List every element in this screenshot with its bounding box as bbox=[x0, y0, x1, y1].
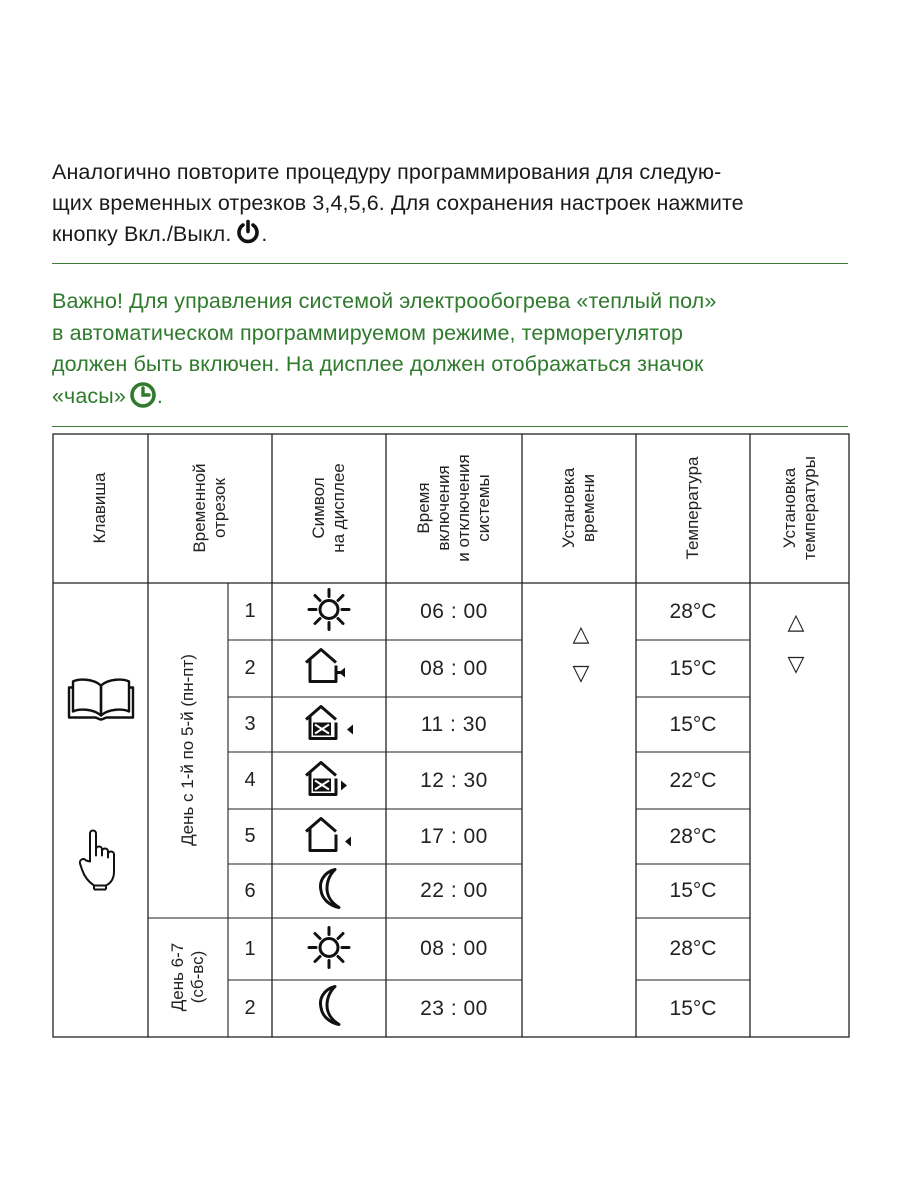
intro-line-3: кнопку Вкл./Выкл. . bbox=[52, 219, 852, 254]
important-line-2: в автоматическом программируемом режиме, терморегулятор bbox=[52, 320, 684, 345]
row-number: 3 bbox=[244, 713, 256, 735]
sun-icon bbox=[306, 925, 352, 976]
house-return-icon bbox=[301, 815, 357, 860]
book-icon bbox=[67, 676, 135, 727]
intro-line-2: щих временных отрезков 3,4,5,6. Для сохранения настроек нажмите bbox=[52, 191, 744, 215]
temp-value: 15°C bbox=[669, 879, 717, 902]
intro-line-3-text: кнопку Вкл./Выкл. bbox=[52, 222, 232, 246]
time-value: 12 : 30 bbox=[420, 768, 488, 792]
header-time: Время включения и отключения системы bbox=[414, 454, 493, 562]
time-value: 06 : 00 bbox=[420, 599, 488, 623]
header-set-temp: Установка температуры bbox=[780, 456, 819, 560]
temp-value: 28°C bbox=[669, 937, 717, 960]
important-line-4-text: «часы» bbox=[52, 383, 126, 408]
row-number: 1 bbox=[244, 937, 256, 960]
important-line-3: должен быть включен. На дисплее должен отображаться значок bbox=[52, 352, 704, 376]
temp-value: 28°C bbox=[669, 599, 717, 623]
temp-value: 15°C bbox=[669, 656, 717, 680]
sun-icon bbox=[306, 587, 352, 638]
moon-icon bbox=[313, 867, 345, 916]
row-number: 4 bbox=[244, 769, 256, 791]
time-up-arrow: △ bbox=[572, 621, 590, 646]
time-value: 22 : 00 bbox=[420, 879, 488, 902]
time-value: 08 : 00 bbox=[420, 937, 488, 960]
row-number: 5 bbox=[244, 825, 256, 847]
temp-value: 22°C bbox=[669, 768, 717, 792]
temp-up-arrow: △ bbox=[787, 609, 805, 634]
group-weekend: День 6-7 (сб-вс) bbox=[168, 942, 207, 1012]
hand-pointer-icon bbox=[78, 828, 124, 897]
temp-value: 28°C bbox=[669, 824, 717, 848]
header-symbol: Символ на дисплее bbox=[309, 463, 348, 553]
header-set-time: Установка времени bbox=[559, 467, 598, 549]
temp-value: 15°C bbox=[669, 996, 717, 1020]
time-value: 17 : 00 bbox=[420, 824, 488, 848]
house-tools-return-icon bbox=[301, 703, 357, 748]
temp-down-arrow: ▽ bbox=[787, 651, 805, 676]
header-segment: Временной отрезок bbox=[190, 463, 229, 553]
intro-line-1: Аналогично повторите процедуру программирования для следую- bbox=[52, 160, 722, 184]
time-value: 23 : 00 bbox=[420, 996, 488, 1020]
row-number: 6 bbox=[244, 879, 256, 902]
temp-value: 15°C bbox=[669, 712, 717, 736]
row-number: 2 bbox=[244, 657, 256, 679]
header-key: Клавиша bbox=[90, 472, 109, 544]
row-number: 1 bbox=[244, 600, 256, 622]
time-value: 11 : 30 bbox=[420, 712, 488, 736]
time-down-arrow: ▽ bbox=[572, 660, 590, 685]
important-line-4: «часы» . bbox=[52, 381, 852, 419]
house-tools-leave-icon bbox=[301, 759, 357, 804]
moon-icon bbox=[313, 984, 345, 1033]
group-weekdays: День с 1-й по 5-й (пн-пт) bbox=[178, 654, 197, 846]
house-leave-icon bbox=[301, 646, 357, 691]
time-value: 08 : 00 bbox=[420, 656, 488, 680]
row-number: 2 bbox=[244, 997, 256, 1019]
important-line-1: Важно! Для управления системой электрообогрева «теплый пол» bbox=[52, 289, 717, 313]
header-temperature: Температура bbox=[683, 456, 702, 560]
